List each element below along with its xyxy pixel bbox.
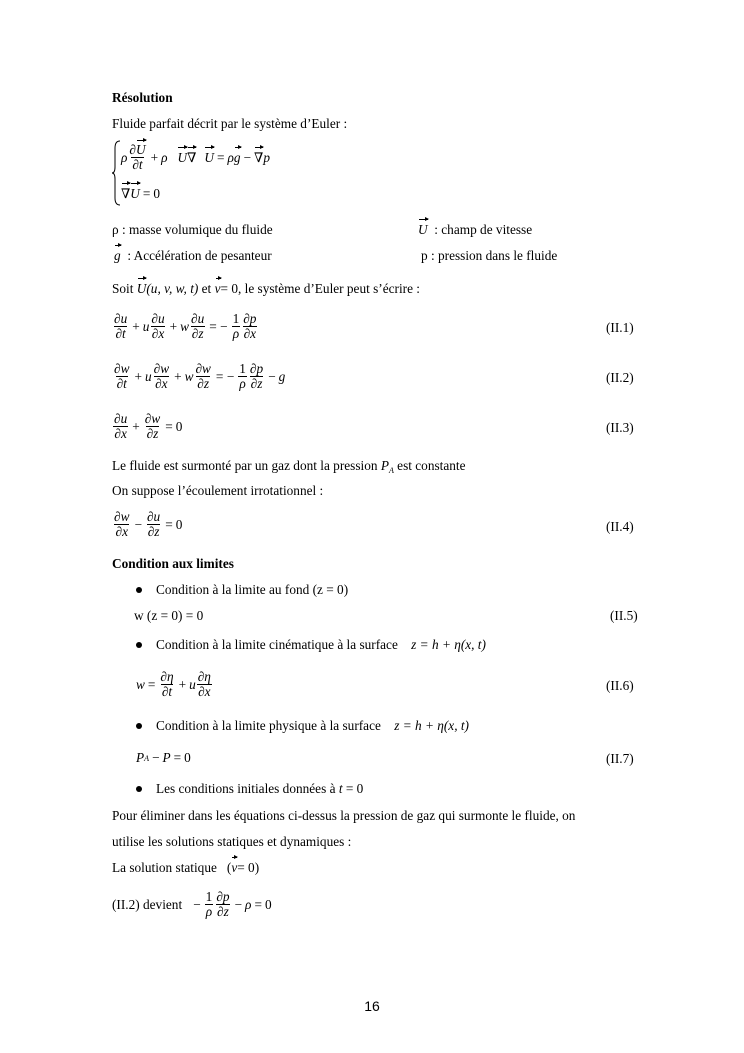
bullet-icon: [136, 723, 142, 729]
intro-text: Fluide parfait décrit par le système d’Euler :: [112, 116, 348, 131]
bullet-kinematic-condition: Condition à la limite cinématique à la surface z = h + η(x, t): [136, 637, 486, 653]
euler-equation-2: ∇ U = 0: [121, 186, 161, 201]
bullet-icon: [136, 587, 142, 593]
irrotational-text: On suppose l’écoulement irrotationnel :: [112, 483, 324, 498]
equation-II7: P A − P = 0: [136, 750, 191, 765]
equation-II3: $\frac{\partial u}{\partial x}$ + $\frac{\partial w}{\partial z}$ = 0: [114, 411, 183, 441]
legend-velocity: U : champ de vitesse: [418, 222, 533, 237]
legend-pressure: p : pression dans le fluide: [421, 248, 558, 263]
euler-equation-1: ρ $\frac{\partial U}{\partial t}$ + ρ U ∇ U = ρ g − ∇ p: [121, 142, 270, 172]
gas-text: Le fluide est surmonté par un gaz dont la pression $P_A$ est constante: [112, 458, 466, 475]
equation-II6: w = $\frac{\partial\eta}{\partial t}$ + u $\frac{\partial\eta}{\partial x}$: [136, 669, 211, 699]
legend-gravity: g : Accélération de pesanteur: [114, 248, 272, 263]
bullet-icon: [136, 786, 142, 792]
paragraph-line-1: Pour éliminer dans les équations ci-dessus la pression de gaz qui surmonte le fluide, on: [112, 808, 576, 823]
label-II1: (II.1): [606, 320, 634, 335]
equation-II1: $\frac{\partial u}{\partial t}$ + u $\frac{\partial u}{\partial x}$ + w $\frac{\partial u}{\partial z}$ = − $\frac{1}{\rho}$ $\frac{\partial p}{\partial x}$: [114, 311, 257, 341]
legend-rho: ρ : masse volumique du fluide: [112, 222, 273, 237]
heading-limits: Condition aux limites: [112, 556, 234, 571]
rho-symbol: ρ: [121, 149, 128, 165]
label-II2: (II.2): [606, 370, 634, 385]
equation-II2: $\frac{\partial w}{\partial t}$ + u $\frac{\partial w}{\partial x}$ + w $\frac{\partial w}{\partial z}$ = − $\frac{1}{\rho}$ $\frac{\partial p}{\partial z}$ − g: [114, 361, 286, 391]
label-II7: (II.7): [606, 751, 634, 766]
partial-u-partial-t: $\frac{\partial U}{\partial t}$: [129, 142, 146, 172]
bullet-physical-condition: Condition à la limite physique à la surface z = h + η(x, t): [136, 718, 469, 734]
heading-resolution: Résolution: [112, 90, 173, 105]
bullet-initial-conditions: Les conditions initiales données à t = 0: [136, 781, 363, 797]
equation-II4: $\frac{\partial w}{\partial x}$ − $\frac{\partial u}{\partial z}$ = 0: [114, 509, 183, 539]
static-solution-line: La solution statique (v= 0): [112, 860, 260, 875]
paragraph-line-2: utilise les solutions statiques et dynamiques :: [112, 834, 352, 849]
label-II5: (II.5): [610, 608, 638, 623]
label-II4: (II.4): [606, 519, 634, 534]
equation-II5: w (z = 0) = 0: [134, 608, 204, 623]
page-number: 16: [364, 998, 380, 1014]
static-equation: (II.2) devient − $\frac{1}{\rho}$ $\frac{\partial p}{\partial z}$ − ρ = 0: [112, 889, 272, 919]
label-II3: (II.3): [606, 420, 634, 435]
bullet-bottom-condition: Condition à la limite au fond (z = 0): [136, 582, 348, 598]
label-II6: (II.6): [606, 678, 634, 693]
soit-line: Soit U(u, v, w, t) et v= 0, le système d’Euler peut s’écrire :: [112, 281, 421, 296]
bullet-icon: [136, 642, 142, 648]
